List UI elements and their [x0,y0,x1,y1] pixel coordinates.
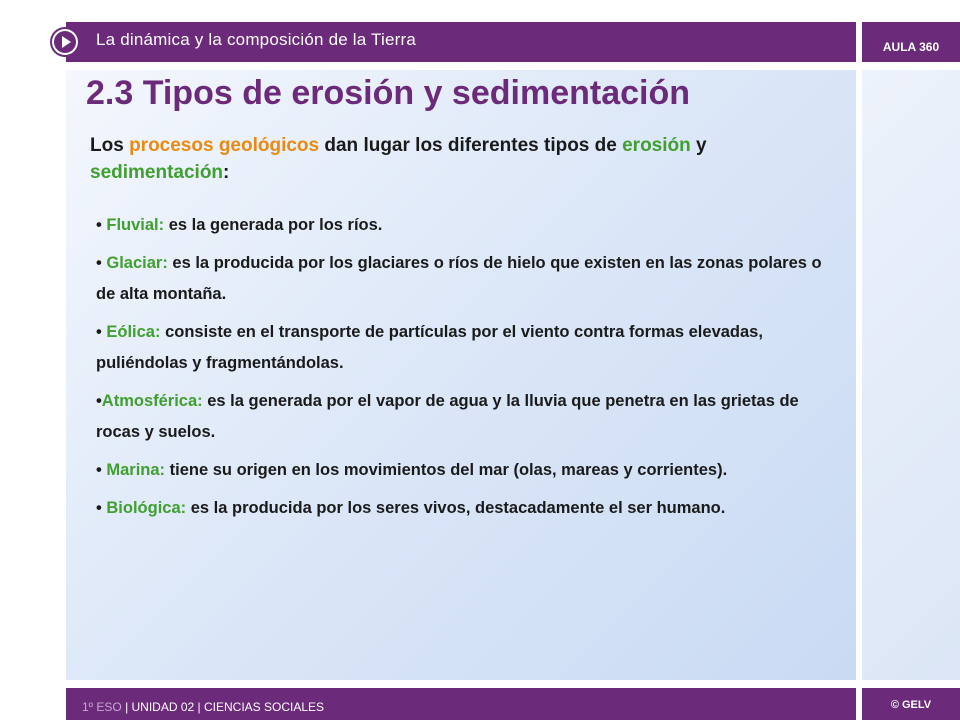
list-item-fluvial [96,210,841,241]
side-panel [862,70,960,680]
footer-unit: | UNIDAD 02 | CIENCIAS SOCIALES [121,700,325,714]
bullet-marker: • [96,392,102,410]
bullet-marker: • [96,323,107,341]
intro-highlight-erosion: erosión [622,135,691,156]
intro-text: dan lugar los diferentes tipos de [319,135,623,156]
term-description: es la generada por el vapor de agua y la lluvia que penetra en las grietas de rocas y suelos. [96,392,799,441]
intro-paragraph [90,132,830,186]
intro-text: y [690,135,707,156]
term-label: Eólica: [106,323,161,341]
term-description: consiste en el transporte de partículas por el viento contra formas elevadas, puliéndolas y fragmentándolas. [96,323,763,372]
footer-course: 1º ESO [82,700,122,714]
bullet-marker: • [96,461,107,479]
bullet-marker: • [96,216,107,234]
slide-title: 2.3 Tipos de erosión y sedimentación [86,74,690,112]
term-label: Atmosférica: [101,392,203,410]
term-description: es la generada por los ríos. [164,216,383,234]
intro-highlight-processes: procesos geológicos [129,135,320,156]
intro-text: Los [90,135,130,156]
bullet-marker: • [96,499,107,517]
header-title: La dinámica y la composición de la Tierra [96,30,417,49]
term-description: es la producida por los glaciares o ríos de hielo que existen en las zonas polares o de alta montaña. [96,254,822,303]
term-description: es la producida por los seres vivos, destacadamente el ser humano. [186,499,726,517]
term-label: Marina: [106,461,166,479]
list-item-marina [96,455,841,486]
intro-text: : [223,162,230,183]
footer-copyright: © GELV [890,699,932,711]
term-label: Biológica: [106,499,187,517]
list-item-eolica [96,317,841,379]
term-label: Glaciar: [106,254,168,272]
play-icon-glyph [52,29,78,55]
play-icon[interactable] [52,29,78,55]
bullet-marker: • [96,254,107,272]
term-label: Fluvial: [106,216,165,234]
erosion-types-list [96,210,841,531]
list-item-glaciar [96,248,841,310]
list-item-atmosferica [96,386,841,448]
intro-highlight-sedimentation: sedimentación [90,162,224,183]
list-item-biologica [96,493,841,524]
footer-text [82,700,324,714]
term-description: tiene su origen en los movimientos del mar (olas, mareas y corrientes). [165,461,728,479]
brand-label: AULA 360 [882,40,940,54]
